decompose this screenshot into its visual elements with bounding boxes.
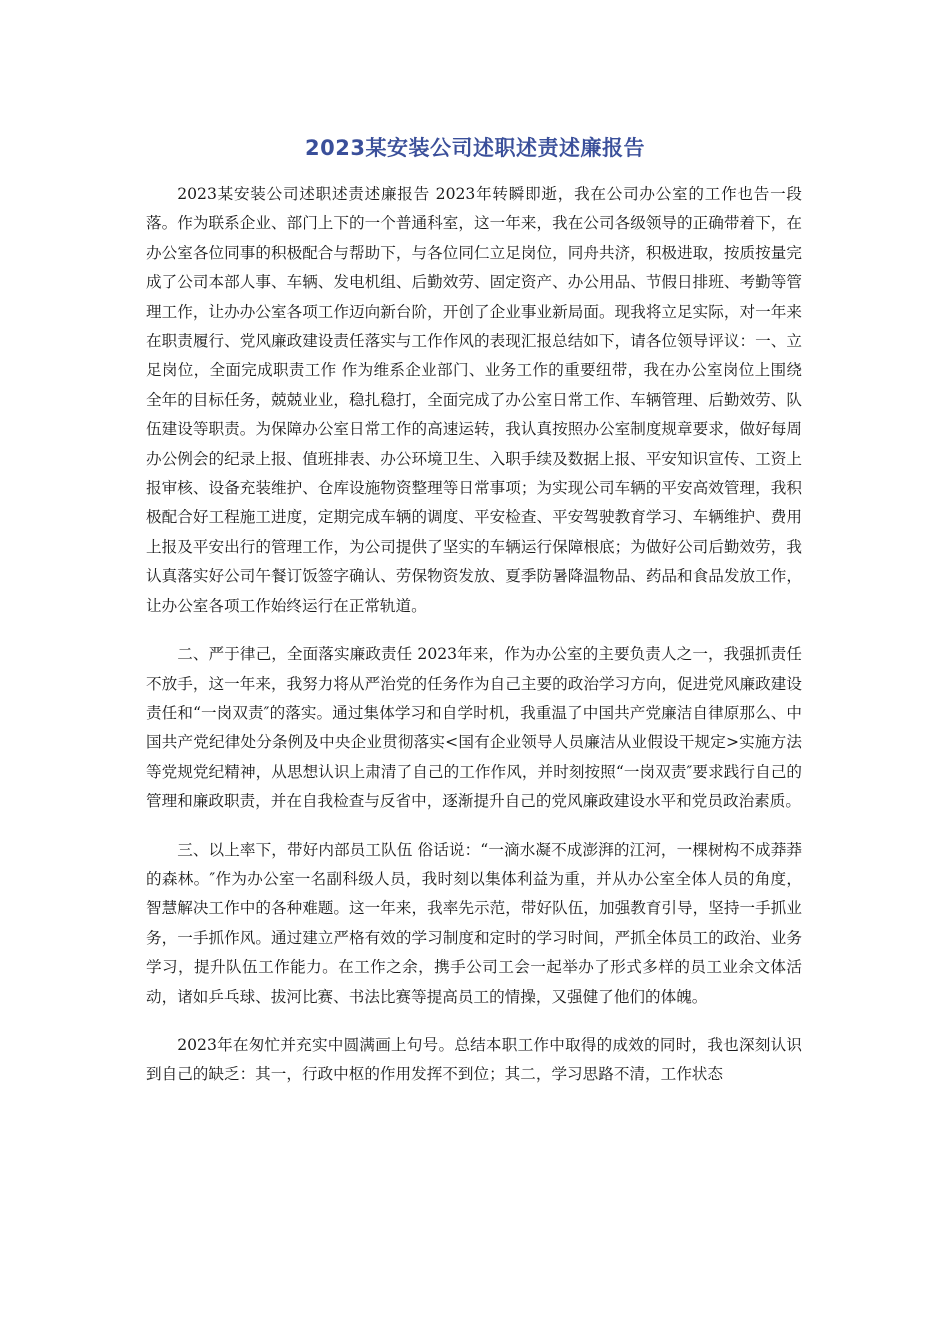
paragraph-3: 三、以上率下，带好内部员工队伍 俗话说：“一滴水凝不成澎湃的江河，一棵树构不成莽莽的森林。″作为办公室一名副科级人员，我时刻以集体利益为重，并从办公室全体人员的角度，智慧解决工作中的各种难题。这一年来，我率先示范，带好队伍，加强教育引导，坚持一手抓业务，一手抓作风。通过建立严格有效的学习制度和定时的学习时间，严抓全体员工的政治、业务学习，提升队伍工作能力。在工作之余，携手公司工会一起举办了形式多样的员工业余文体活动，诸如乒乓球、拔河比赛、书法比赛等提高员工的情操，又强健了他们的体魄。 — [146, 840, 802, 1006]
document-title: 2023某安装公司述职述责述廉报告 — [305, 136, 645, 160]
paragraph-1: 2023某安装公司述职述责述廉报告 2023年转瞬即逝，我在公司办公室的工作也告一段落。作为联系企业、部门上下的一个普通科室，这一年来，我在公司各级领导的正确带着下，在办公室各位同事的积极配合与帮助下，与各位同仁立足岗位，同舟共济，积极进取，按质按量完成了公司本部人事、车辆、发电机组、后勤效劳、固定资产、办公用品、节假日排班、考勤等管理工作，让办办公室各项工作迈向新台阶，开创了企业事业新局面。现我将立足实际，对一年来在职责履行、党风廉政建设责任落实与工作作风的表现汇报总结如下，请各位领导评议：一、立足岗位，全面完成职责工作 作为维系企业部门、业务工作的重要纽带，我在办公室岗位上围绕全年的目标任务，兢兢业业，稳扎稳打，全面完成了办公室日常工作、车辆管理、后勤效劳、队伍建设等职责。为保障办公室日常工作的高速运转，我认真按照办公室制度规章要求，做好每周办公例会的纪录上报、值班排表、办公环境卫生、入职手续及数据上报、平安知识宣传、工资上报审核、设备充装维护、仓库设施物资整理等日常事项；为实现公司车辆的平安高效管理，我积极配合好工程施工进度，定期完成车辆的调度、平安检查、平安驾驶教育学习、车辆维护、费用上报及平安出行的管理工作，为公司提供了坚实的车辆运行保障根底；为做好公司后勤效劳，我认真落实好公司午餐订饭签字确认、劳保物资发放、夏季防暑降温物品、药品和食品发放工作，让办公室各项工作始终运行在正常轨道。 — [146, 185, 802, 615]
paragraph-4: 2023年在匆忙并充实中圆满画上句号。总结本职工作中取得的成效的同时，我也深刻认识到自己的缺乏：其一，行政中枢的作用发挥不到位；其二，学习思路不清，工作状态 — [146, 1035, 802, 1084]
document-body — [146, 180, 802, 1090]
paragraph-2: 二、严于律己，全面落实廉政责任 2023年来，作为办公室的主要负责人之一，我强抓责任不放手，这一年来，我努力将从严治党的任务作为自己主要的政治学习方向，促进党风廉政建设责任和“一岗双责″的落实。通过集体学习和自学时机，我重温了中国共产党廉洁自律原那么、中国共产党纪律处分条例及中央企业贯彻落实<国有企业领导人员廉洁从业假设干规定>实施方法等党规党纪精神，从思想认识上肃清了自己的工作作风，并时刻按照“一岗双责″要求践行自己的管理和廉政职责，并在自我检查与反省中，逐渐提升自己的党风廉政建设水平和党员政治素质。 — [146, 645, 802, 811]
